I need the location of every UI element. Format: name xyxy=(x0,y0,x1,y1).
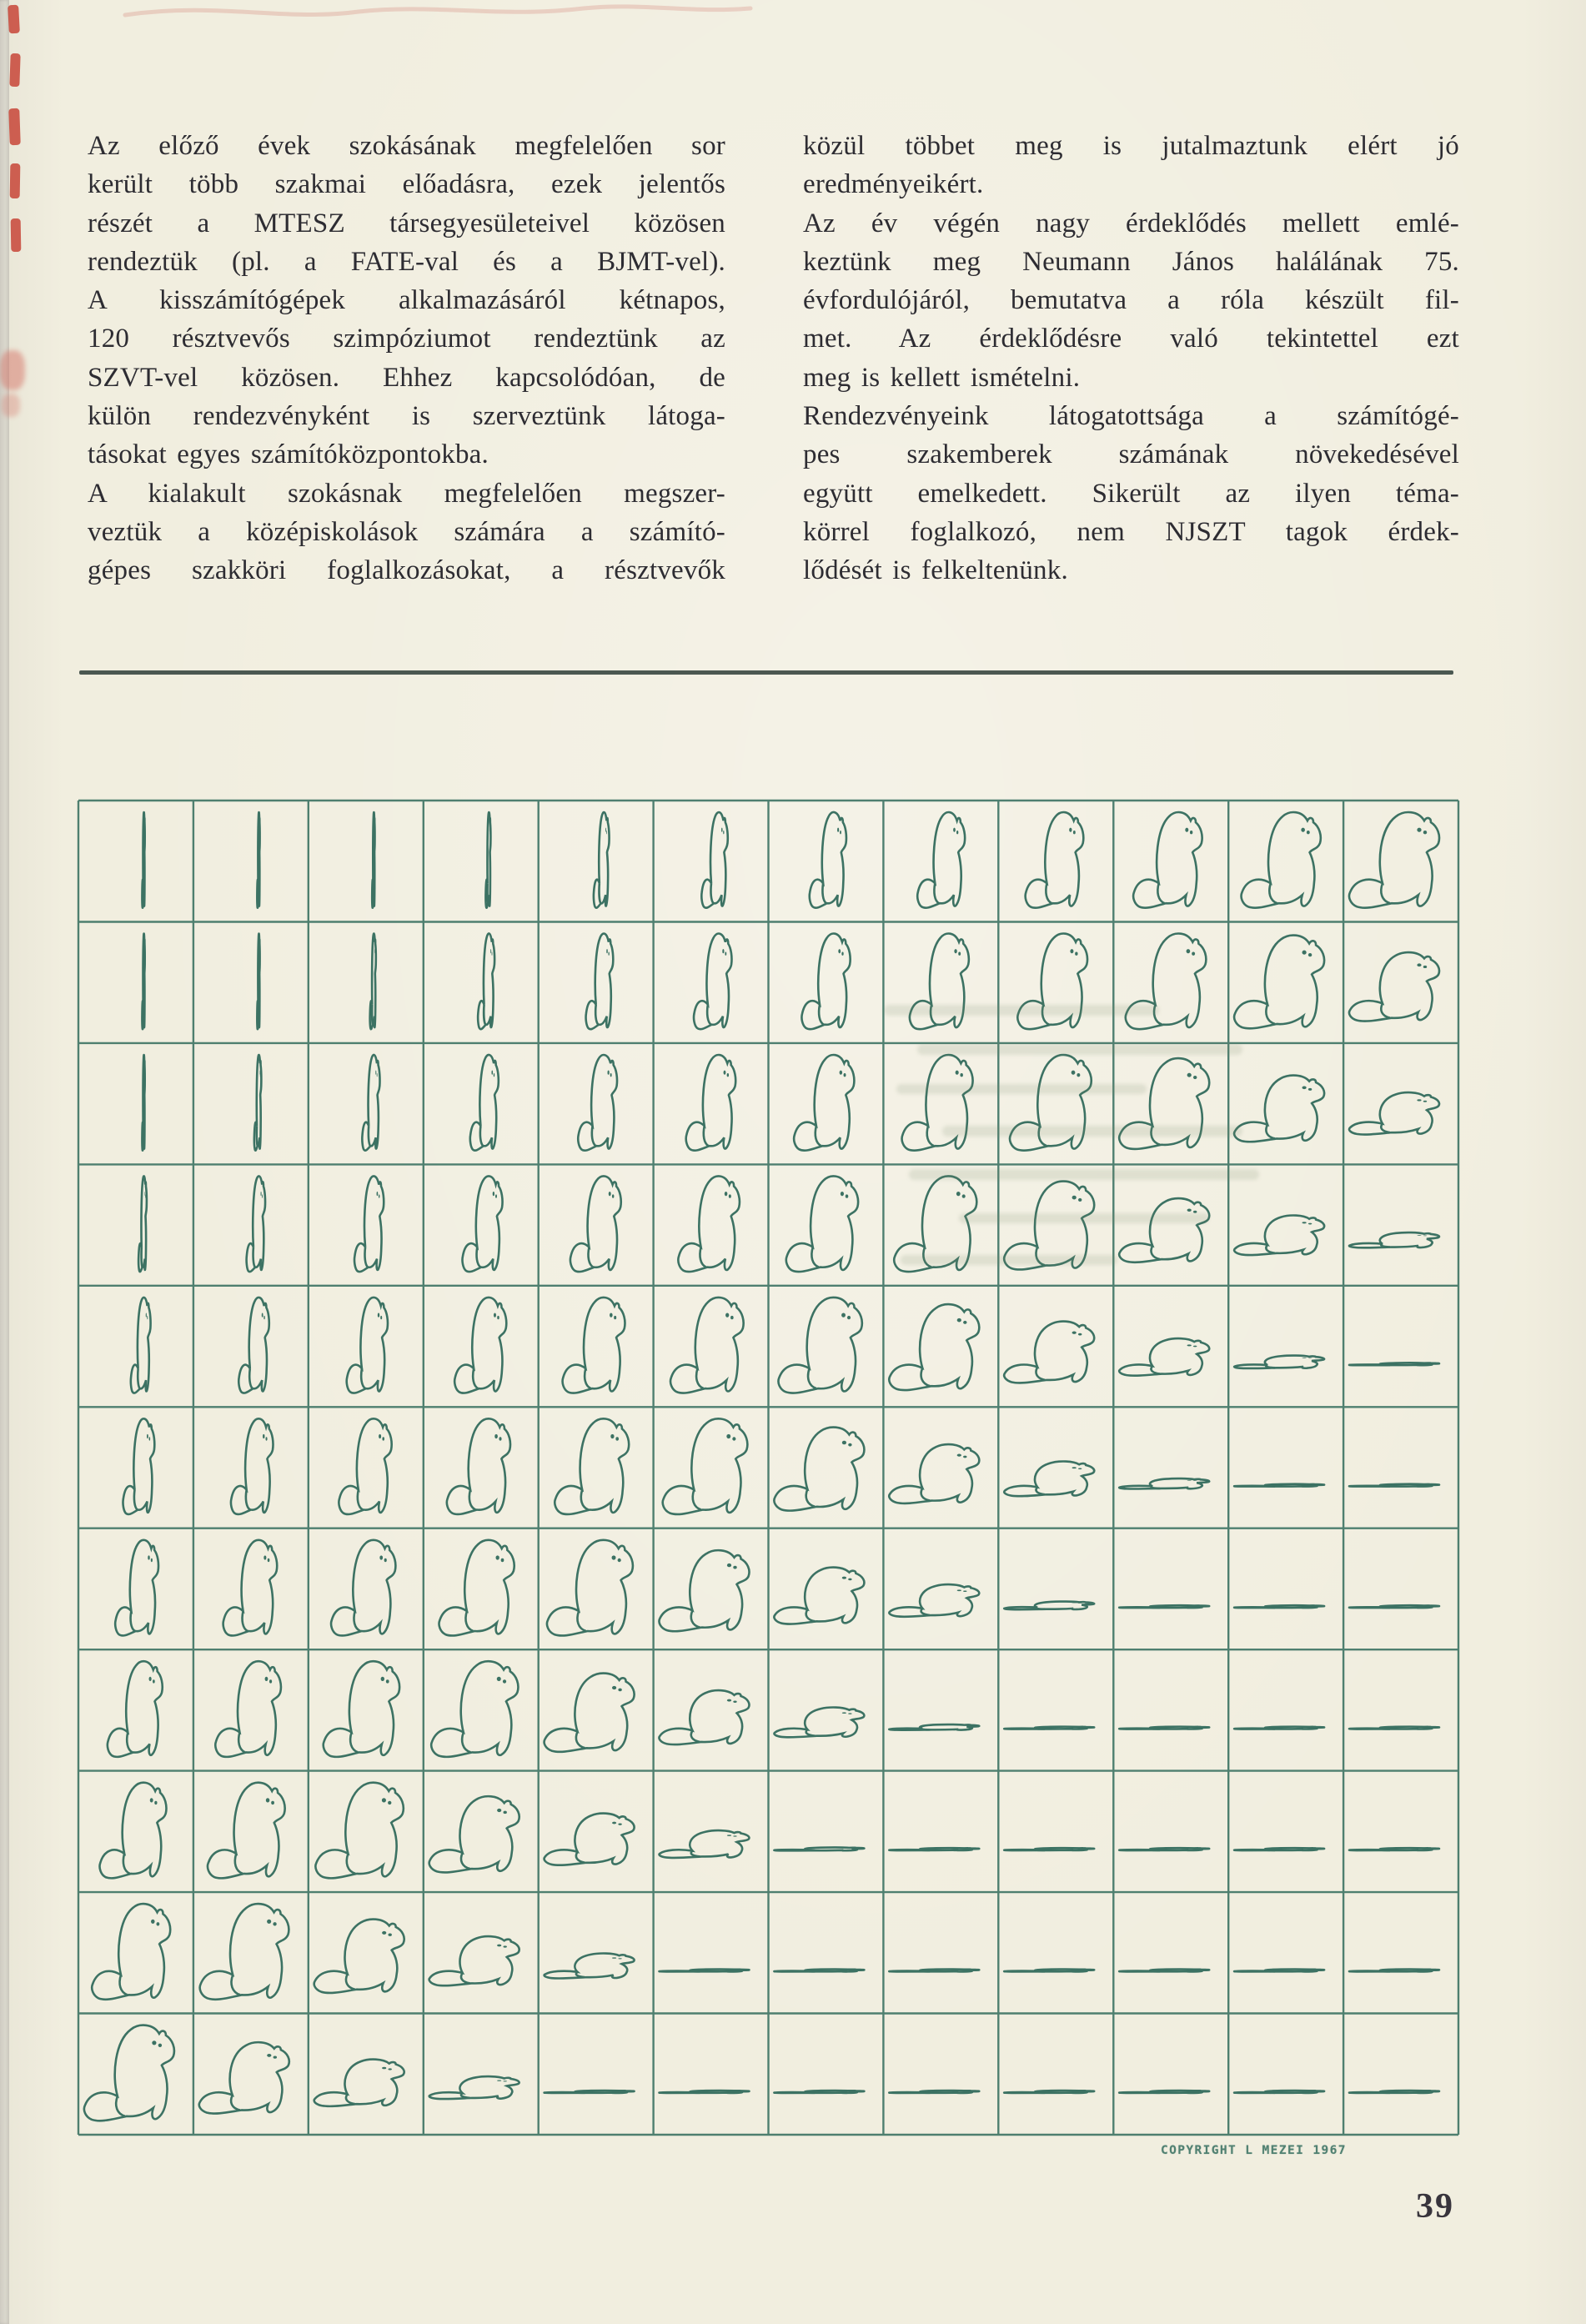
text-line: gépes szakköri foglalkozásokat, a résztvevők xyxy=(88,555,725,586)
text-line: külön rendezvényként is szerveztünk látoga- xyxy=(88,401,725,432)
beaver-cell xyxy=(1349,1232,1439,1247)
beaver-cell xyxy=(257,812,259,908)
beaver-cell xyxy=(889,1584,979,1617)
beaver-cell xyxy=(238,1298,269,1393)
text-line: rendeztük (pl. a FATE-val és a BJMT-vel). xyxy=(88,246,725,277)
red-pen-mark xyxy=(11,218,22,252)
text-line: pes szakemberek számának növekedésével xyxy=(803,439,1459,470)
beaver-cell xyxy=(138,1176,147,1272)
text-line: részét a MTESZ társegyesületeivel közösen xyxy=(88,208,725,238)
beaver-cell xyxy=(678,1176,740,1272)
beaver-cell xyxy=(1026,812,1084,908)
beaver-cell xyxy=(1234,1970,1324,1972)
beaver-cell xyxy=(663,1418,748,1514)
beaver-cell xyxy=(889,1848,979,1850)
beaver-cell xyxy=(324,1661,399,1757)
beaver-cell xyxy=(555,1418,629,1514)
beaver-cell xyxy=(339,1418,391,1514)
beaver-cell xyxy=(1234,1484,1324,1487)
beaver-cell xyxy=(92,1904,170,2000)
beaver-cell xyxy=(247,1176,265,1272)
red-pen-mark xyxy=(8,108,21,145)
beaver-cell xyxy=(485,812,490,908)
beaver-cell xyxy=(778,1298,861,1393)
beaver-cell xyxy=(794,1055,854,1151)
beaver-cell xyxy=(786,1176,858,1272)
beaver-cell xyxy=(1349,1363,1439,1365)
beaver-cell xyxy=(347,1298,388,1393)
text-line: A kisszámítógépek alkalmazásáról kétnapos, xyxy=(88,285,725,316)
text-line: SZVT-vel közösen. Ehhez kapcsolódóan, de xyxy=(88,362,725,393)
beaver-cell xyxy=(1119,1970,1209,1972)
beaver-cell xyxy=(1004,1462,1094,1497)
beaver-cell xyxy=(1119,1478,1209,1488)
article-column-left xyxy=(88,127,725,590)
beaver-cell xyxy=(774,1428,864,1511)
beaver-cell xyxy=(659,1970,749,1972)
beaver-cell xyxy=(1349,1727,1439,1729)
text-line: met. Az érdeklődésre való tekintettel ezt xyxy=(803,324,1459,354)
text-line: közül többet meg is jutalmaztunk elért jó xyxy=(803,131,1459,161)
red-ink-smudge xyxy=(0,350,25,390)
beaver-cell xyxy=(889,2091,979,2093)
beaver-cell xyxy=(1004,1970,1094,1972)
beaver-cell xyxy=(454,1298,506,1393)
red-ink-smudge xyxy=(2,394,20,417)
beaver-cell xyxy=(1004,1848,1094,1850)
beaver-cell xyxy=(362,1055,379,1151)
figure-copyright-stamp: COPYRIGHT L MEZEI 1967 xyxy=(1161,2144,1347,2157)
beaver-cell xyxy=(1119,1198,1209,1262)
beaver-cell xyxy=(889,1970,979,1972)
beaver-cell xyxy=(314,1920,404,1993)
beaver-cell xyxy=(545,1814,635,1865)
beaver-cell xyxy=(659,1550,749,1631)
beaver-cell xyxy=(659,2091,749,2093)
beaver-cell xyxy=(774,1708,864,1738)
beaver-cell xyxy=(801,934,850,1030)
text-line: Az év végén nagy érdeklődés mellett emlé- xyxy=(803,208,1459,238)
beaver-cell xyxy=(314,2060,404,2106)
bleedthrough-smudge xyxy=(901,1255,1117,1265)
text-line: veztük a középiskolások számára a számító- xyxy=(88,516,725,547)
beaver-cell xyxy=(439,1540,514,1636)
text-line: meg is kellett ismételni. xyxy=(803,362,1081,393)
beaver-cell xyxy=(563,1298,625,1393)
beaver-cell xyxy=(774,1970,864,1972)
beaver-cell xyxy=(917,812,965,908)
beaver-cell xyxy=(429,1936,519,1985)
beaver-cell xyxy=(1242,812,1321,908)
beaver-cell xyxy=(123,1418,155,1514)
beaver-cell xyxy=(659,1830,749,1858)
beaver-cell xyxy=(1119,1727,1209,1729)
text-line: tásokat egyes számítóközpontokba. xyxy=(88,439,489,470)
beaver-cell xyxy=(594,812,610,908)
beaver-cell xyxy=(108,1661,163,1757)
beaver-cell xyxy=(889,1304,979,1390)
beaver-cell xyxy=(774,1848,864,1851)
beaver-cell xyxy=(331,1540,395,1636)
beaver-cell xyxy=(774,1568,864,1624)
beaver-cell xyxy=(578,1055,617,1151)
bleedthrough-smudge xyxy=(896,1084,1147,1094)
beaver-cell xyxy=(354,1176,384,1272)
beaver-cell xyxy=(100,1783,167,1879)
beaver-cell xyxy=(199,2042,289,2113)
beaver-cell xyxy=(1234,2091,1324,2093)
grid-cells xyxy=(84,812,1439,2121)
beaver-cell xyxy=(142,1055,144,1151)
text-line: került több szakmai előadásra, ezek jelentős xyxy=(88,169,725,200)
beaver-cell xyxy=(1119,1338,1209,1376)
beaver-cell xyxy=(1119,1848,1209,1850)
beaver-cell xyxy=(223,1540,278,1636)
beaver-cell xyxy=(659,1690,749,1744)
beaver-cell xyxy=(372,812,374,908)
beaver-cell xyxy=(545,1674,635,1752)
text-line: A kialakult szokásnak megfelelően megszer- xyxy=(88,478,725,509)
beaver-cell xyxy=(1349,1848,1439,1850)
beaver-cell xyxy=(1349,1484,1439,1487)
beaver-cell xyxy=(215,1661,281,1757)
beaver-cell xyxy=(1234,1076,1324,1142)
beaver-cell xyxy=(694,934,731,1030)
beaver-cell xyxy=(545,1954,635,1979)
beaver-cell xyxy=(1234,936,1324,1029)
beaver-cell xyxy=(686,1055,736,1151)
beaver-cell xyxy=(1349,1605,1439,1608)
beaver-cell xyxy=(1349,1970,1439,1972)
beaver-cell xyxy=(545,2091,635,2093)
bleedthrough-smudge xyxy=(942,1126,1242,1137)
beaver-cell xyxy=(254,1055,261,1151)
beaver-cell xyxy=(447,1418,510,1514)
beaver-cell xyxy=(478,934,494,1030)
beaver-cell xyxy=(1234,1605,1324,1608)
section-divider-rule xyxy=(79,670,1453,675)
beaver-cell xyxy=(131,1298,151,1393)
beaver-cell xyxy=(1234,1727,1324,1729)
beaver-cell xyxy=(701,812,727,908)
beaver-cell xyxy=(470,1055,499,1151)
beaver-cell xyxy=(547,1540,633,1636)
text-line: Az előző évek szokásának megfelelően sor xyxy=(88,131,725,161)
beaver-cell xyxy=(257,934,259,1030)
beaver-cell xyxy=(810,812,846,908)
beaver-cell xyxy=(431,1661,518,1757)
page-number: 39 xyxy=(1416,2187,1454,2226)
beaver-cell xyxy=(1004,2091,1094,2093)
beaver-cell xyxy=(586,934,614,1030)
beaver-cell xyxy=(1349,2091,1439,2093)
beaver-cell xyxy=(142,934,144,1030)
beaver-cell xyxy=(1234,1356,1324,1368)
bleedthrough-smudge xyxy=(909,1169,1259,1180)
beaver-cell xyxy=(1349,812,1439,908)
text-line: lődését is felkeltenünk. xyxy=(803,555,1068,586)
beaver-cell xyxy=(1133,812,1202,908)
beaver-cell xyxy=(1119,1605,1209,1608)
text-line: évfordulójáról, bemutatva a róla készült fil- xyxy=(803,285,1459,316)
beaver-cell xyxy=(570,1176,621,1272)
beaver-cell xyxy=(370,934,376,1030)
bleedthrough-smudge xyxy=(917,1044,1242,1055)
text-line: együtt emelkedett. Sikerült az ilyen téma- xyxy=(803,478,1459,509)
beaver-transformation-figure xyxy=(78,801,1458,2135)
bleedthrough-smudge xyxy=(959,1213,1209,1223)
red-squiggle-bleedthrough xyxy=(0,0,834,33)
beaver-cell xyxy=(889,1444,979,1503)
text-line: keztünk meg Neumann János halálának 75. xyxy=(803,246,1459,277)
beaver-cell xyxy=(429,1796,519,1872)
text-line: körrel foglalkozó, nem NJSZT tagok érdek- xyxy=(803,516,1459,547)
beaver-cell xyxy=(1234,1848,1324,1850)
text-line: eredményeikért. xyxy=(803,169,984,200)
beaver-cell xyxy=(429,2076,519,2099)
beaver-cell xyxy=(115,1540,158,1636)
beaver-cell xyxy=(1349,1092,1439,1134)
beaver-cell xyxy=(1349,952,1439,1021)
red-pen-mark xyxy=(10,163,21,198)
beaver-cell xyxy=(1119,2091,1209,2093)
article-column-right xyxy=(803,127,1459,590)
beaver-cell xyxy=(142,812,144,908)
text-line: 120 résztvevős szimpóziumot rendeztünk az xyxy=(88,324,725,354)
beaver-cell xyxy=(462,1176,502,1272)
beaver-cell xyxy=(1004,1322,1094,1383)
text-line: Rendezvényeink látogatottsága a számítógé- xyxy=(803,401,1459,432)
beaver-cell xyxy=(208,1783,285,1879)
bleedthrough-smudge xyxy=(884,1005,1159,1016)
beaver-cell xyxy=(1234,1216,1324,1256)
beaver-cell xyxy=(84,2025,174,2121)
beaver-cell xyxy=(889,1724,979,1730)
beaver-grid-svg xyxy=(78,801,1458,2135)
beaver-cell xyxy=(200,1904,289,2000)
beaver-cell xyxy=(1004,1602,1094,1610)
beaver-cell xyxy=(670,1298,744,1393)
beaver-cell xyxy=(231,1418,274,1514)
beaver-cell xyxy=(774,2091,864,2093)
red-pen-mark xyxy=(9,53,20,87)
beaver-cell xyxy=(1004,1727,1094,1729)
scan-page-edge xyxy=(0,0,9,2324)
beaver-cell xyxy=(315,1783,403,1879)
